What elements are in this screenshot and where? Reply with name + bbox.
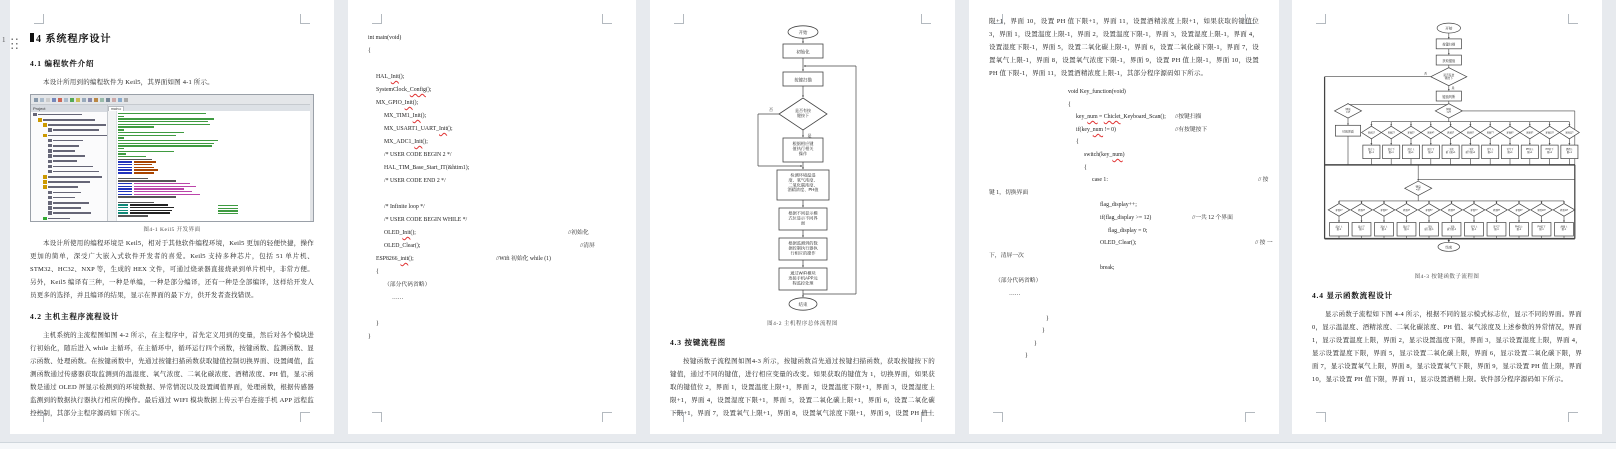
margin-corner-mark (602, 14, 612, 24)
flowchart-main-program (670, 24, 935, 314)
document-page-3[interactable] (650, 0, 955, 434)
svg-text:开始: 开始 (798, 29, 807, 35)
keil-toolbar (31, 95, 313, 105)
paragraph: 按键函数子流程图如图4-3 所示，按键函数首先通过按键扫描函数，获取按键按下的键值，通过不同的键值，进行相应变量的改变。如果获取的键值为 1，切换界面，如果获取的键值位 2，界面 1，设置温度上限+1，界面 2，设置温度下限+1，界面 3，设置湿度上限+1，界面 4，设置湿度下限+1，界面 5，设置二氧化碳上限+1，界面 6，设置二氧化碳下限+1，界面 7，设置氧气上限+1，界面 8，设置氧气浓度下限+1，界面 9，设置 PH 值上 (670, 358, 935, 417)
margin-marker-label: 1 (2, 36, 6, 44)
svg-text:湿度下限-1: 湿度下限-1 (1403, 226, 1410, 232)
svg-text:界面11?: 界面11? (1559, 209, 1569, 212)
svg-text:键值=3?: 键值=3? (1415, 185, 1421, 192)
document-page-5[interactable] (1292, 0, 1602, 434)
svg-text:检测环境温湿度、氧气浓度、二氧化碳浓度、酒精浓度、PH值: 检测环境温湿度、氧气浓度、二氧化碳浓度、酒精浓度、PH值 (787, 172, 818, 193)
margin-corner-mark (300, 14, 310, 24)
svg-text:键值=1?: 键值=1? (1345, 108, 1351, 114)
svg-text:结束: 结束 (1445, 245, 1453, 250)
svg-text:通过WIFI模块连接手机APP远程监控处理: 通过WIFI模块连接手机APP远程监控处理 (787, 270, 818, 286)
svg-text:开始: 开始 (1445, 26, 1453, 31)
svg-text:界面1?: 界面1? (1335, 209, 1343, 212)
keil5-ide-screenshot (30, 94, 314, 222)
svg-text:湿度上限-1: 湿度上限-1 (1380, 226, 1388, 232)
svg-text:氧气上限-1: 氧气上限-1 (1470, 226, 1478, 232)
svg-text:按键扫描: 按键扫描 (793, 77, 812, 83)
svg-text:界面5?: 界面5? (1425, 209, 1433, 212)
svg-text:键值判断: 键值判断 (1442, 94, 1456, 99)
line-number-gutter (108, 111, 117, 221)
section-heading-4-3: 4.3 按键流程图 (670, 338, 726, 347)
svg-text:PH值下限+1: PH值下限+1 (1545, 149, 1554, 154)
svg-text:界面4?: 界面4? (1402, 209, 1411, 212)
svg-text:界面7?: 界面7? (1470, 209, 1478, 212)
svg-text:氧气下限+1: 氧气下限+1 (1506, 149, 1514, 154)
project-tree (31, 112, 107, 221)
paragraph: 本设计所用到的编程软件为 Keil5，其界面如图 4-1 所示。 (43, 79, 214, 86)
svg-text:界面5?: 界面5? (1447, 132, 1455, 135)
svg-text:界面10?: 界面10? (1537, 209, 1546, 212)
section-heading-4-1: 4.1 编程软件介绍 (30, 59, 95, 68)
svg-text:界面4?: 界面4? (1427, 132, 1435, 135)
svg-text:是否有按键按下: 是否有按键按下 (1443, 72, 1455, 81)
paragraph: 限+1，界面 10，设置 PH 值下限+1，界面 11，设置酒精浓度上限+1，如果获取的键值位 3，界面 1，设置温度上限-1，界面 2，设置温度下限-1，界面 3，设置湿度上限-1，界面 4，设置湿度下限-1，界面 5，设置二氧化碳上限-1，界面 6，设置二氧化碳下限-1，界面 7，设置氧气上限-1，界面 8，设置氧气浓度下限-1，界面 9，设置 PH 值上限-1，界面 10，设置 PH 值下限-1，界面 11，设置酒精浓度上限-1，其部分程序源码如下所示。 (989, 18, 1259, 77)
svg-text:温度上限-1: 温度上限-1 (1335, 226, 1343, 232)
document-page-2[interactable] (348, 0, 636, 434)
code-listing-key-function: void Key_function(void) { key_num = Chiclet_Keyboard_Scan(); //按键扫描 if(key_num != 0) //有按键按下 { switch(key_num) { case 1: // 按 键 1，切换界面 flag_display++; if(flag_display >= 12) //一共 12 个界面 flag_display = 0; OLED_Clear(); // 按 一 下，清屏一次 break; （部分代码省略） …… } } } } (989, 89, 1273, 360)
svg-text:是否有按键按下: 是否有按键按下 (794, 108, 811, 118)
svg-text:界面11?: 界面11? (1565, 132, 1574, 135)
paragraph: 本设计所使用的编程环境是 Keil5，相对于其他软件编程环境，Keil5 更加的轻便快捷，操作更加的简单，深受广大嵌入式软件开发者的喜爱。Keil5 支持多种芯片，包括 51 单片机、STM32、HC32、NXP 等，生成的 HEX 文件，可通过烧录器直接烧录到单片机中，非常方便。另外，Keil5 编译有三种，一种是单编，一种是部分编译，还有一种是全部编译，这样给开发人员更多的选择，并且编译的结果，显示在界面的最下方，供开发者查找错误。 (30, 240, 314, 299)
keil-project-panel (31, 105, 108, 221)
svg-text:界面9?: 界面9? (1515, 209, 1523, 212)
svg-text:界面3?: 界面3? (1380, 209, 1388, 212)
svg-text:初始化: 初始化 (795, 49, 810, 55)
figure-caption-4-3: 图4-3 按键函数子流程图 (1414, 274, 1480, 280)
svg-text:界面10?: 界面10? (1545, 132, 1554, 135)
svg-text:二氧化碳上限-1: 二氧化碳上限-1 (1424, 226, 1434, 232)
editor-scrollbar (310, 95, 313, 221)
svg-text:按键扫描: 按键扫描 (1442, 42, 1456, 47)
svg-text:根据相应键值执行相关操作: 根据相应键值执行相关操作 (792, 141, 813, 156)
svg-text:二氧化碳下限-1: 二氧化碳下限-1 (1446, 226, 1457, 232)
drag-handle-dots-icon (10, 37, 19, 49)
svg-text:切换界面: 切换界面 (1342, 129, 1354, 134)
svg-text:键值=2?: 键值=2? (1446, 108, 1452, 114)
svg-text:温度上限+1: 温度上限+1 (1367, 149, 1375, 154)
svg-text:是: 是 (807, 133, 811, 138)
svg-text:温度下限+1: 温度下限+1 (1387, 149, 1395, 154)
svg-text:是: 是 (1451, 85, 1455, 90)
paragraph: 主机系统的主流程图如图 4-2 所示，在主程序中，首先定义用到的变量，然后对各个模块进行初始化，随后进入 while 主循环，在主循环中，循环运行四个函数，按键函数、监测函数、显示函数、处理函数。在按键函数中，先通过按键扫描函数获取键值控制切换界面、设置阈值，监测函数通过传感器获取监测到的温湿度、氧气浓度、二氧化碳浓度、酒精浓度、PH 值，显示函数是通过 OLED 屏显示检测到的环境数据、异常情况以及设置阈值界面，处理函数，根据传感器监测到的数据执行器执行相应的操作。最后通过 WIFI 模块数据上传云平台连接手机 APP 远程监控控制，其部分主程序源码如下所示。 (30, 332, 314, 417)
keil-editor (108, 105, 313, 221)
svg-text:界面2?: 界面2? (1357, 209, 1366, 212)
figure-caption-4-2: 图4-2 主机程序总体流程图 (767, 321, 838, 327)
svg-text:PH值下限-1: PH值下限-1 (1537, 226, 1546, 232)
svg-text:二氧化碳下限+1: 二氧化碳下限+1 (1465, 149, 1476, 154)
svg-text:氧气上限+1: 氧气上限+1 (1486, 149, 1494, 154)
svg-text:氧气下限-1: 氧气下限-1 (1493, 226, 1500, 232)
code-listing-main-function: int main(void) { HAL_Init(); SystemClock_Config(); MX_GPIO_Init(); MX_TIM1_Init(); MX_USART1_UART_Init(); MX_ADC1_Init(); /* USER CODE BEGIN 2 */ HAL_TIM_Base_Start_IT(&htim1); /* USER CODE END 2 */ /* Infinite loop */ /* USER CODE BEGIN WHILE */ OLED_Init(); //初始化 OLED_Clear(); //清屏 ESP8266_init(); //Wifi 初始化 while (1) { （部分代码省略） …… } } (368, 35, 595, 340)
svg-text:结束: 结束 (798, 301, 807, 307)
svg-text:获取键值: 获取键值 (1442, 58, 1456, 63)
svg-text:界面3?: 界面3? (1407, 132, 1415, 135)
horizontal-scrollbar-track[interactable] (0, 443, 1616, 449)
svg-text:PH值上限-1: PH值上限-1 (1515, 226, 1523, 232)
editor-code-area (108, 111, 313, 221)
document-page-1[interactable] (10, 0, 334, 434)
svg-text:界面1?: 界面1? (1367, 132, 1375, 135)
margin-corner-mark (34, 14, 44, 24)
section-heading-4-2: 4.2 主机主程序流程设计 (30, 312, 120, 321)
margin-corner-mark (372, 14, 382, 24)
margin-corner-mark (674, 14, 684, 24)
editor-tab-main-c: main.c (108, 106, 124, 112)
svg-text:湿度上限+1: 湿度上限+1 (1407, 149, 1415, 154)
svg-text:界面2?: 界面2? (1387, 132, 1395, 135)
chapter-heading-text: 4 系统程序设计 (36, 34, 112, 45)
chapter-heading (30, 30, 314, 45)
svg-text:界面6?: 界面6? (1447, 209, 1456, 212)
svg-text:根据监测到的数据控制执行器执行相应的操作: 根据监测到的数据控制执行器执行相应的操作 (787, 240, 818, 256)
section-heading-4-4: 4.4 显示函数流程设计 (1312, 291, 1393, 300)
svg-text:否: 否 (1424, 71, 1428, 76)
svg-text:PH值上限+1: PH值上限+1 (1525, 149, 1534, 154)
svg-text:界面7?: 界面7? (1486, 132, 1494, 135)
flowchart-key-function (1312, 8, 1582, 266)
document-page-4[interactable] (969, 0, 1279, 434)
svg-text:否: 否 (768, 107, 773, 112)
svg-text:酒精上限-1: 酒精上限-1 (1560, 226, 1568, 232)
svg-text:根据不同显示模式位显示不同界面: 根据不同显示模式位显示不同界面 (787, 210, 818, 226)
svg-text:温度下限-1: 温度下限-1 (1358, 226, 1365, 232)
svg-text:界面8?: 界面8? (1506, 132, 1514, 135)
figure-caption-4-1: 图4-1 Keil5 开发界面 (143, 227, 201, 233)
paragraph: 显示函数子流程如下图 4-4 所示，根据不同的显示模式标志位，显示不同的界面。界面 0，显示温湿度、酒精浓度、二氧化碳浓度、PH 值、氧气浓度及上述参数的异常情况，界面 1，显示设置温度上限，界面 2，显示设置温度下限，界面 3，显示设置湿度上限，界面 4，显示设置湿度下限，界面 5，显示设置二氧化碳上限，界面 6，显示设置二氧化碳下限，界面 7，显示设置氧气上限，界面 8，显示设置氧气下限，界面 9，显示设置 PH 值上限，界面 10，显示设置 PH 值下限，界面 11，显示设置酒精上限。软件部分程序源码如下所示。 (1312, 311, 1582, 383)
margin-corner-mark (921, 14, 931, 24)
paragraph-drag-handle[interactable] (2, 36, 32, 49)
svg-text:界面9?: 界面9? (1526, 132, 1534, 135)
project-panel-header: Project (31, 105, 107, 112)
svg-text:界面6?: 界面6? (1466, 132, 1474, 135)
svg-text:湿度下限+1: 湿度下限+1 (1427, 149, 1435, 154)
svg-text:二氧化碳上限+1: 二氧化碳上限+1 (1445, 149, 1456, 154)
svg-text:界面8?: 界面8? (1492, 209, 1501, 212)
app-background-strip (0, 434, 1616, 442)
svg-text:酒精上限+1: 酒精上限+1 (1565, 149, 1573, 154)
